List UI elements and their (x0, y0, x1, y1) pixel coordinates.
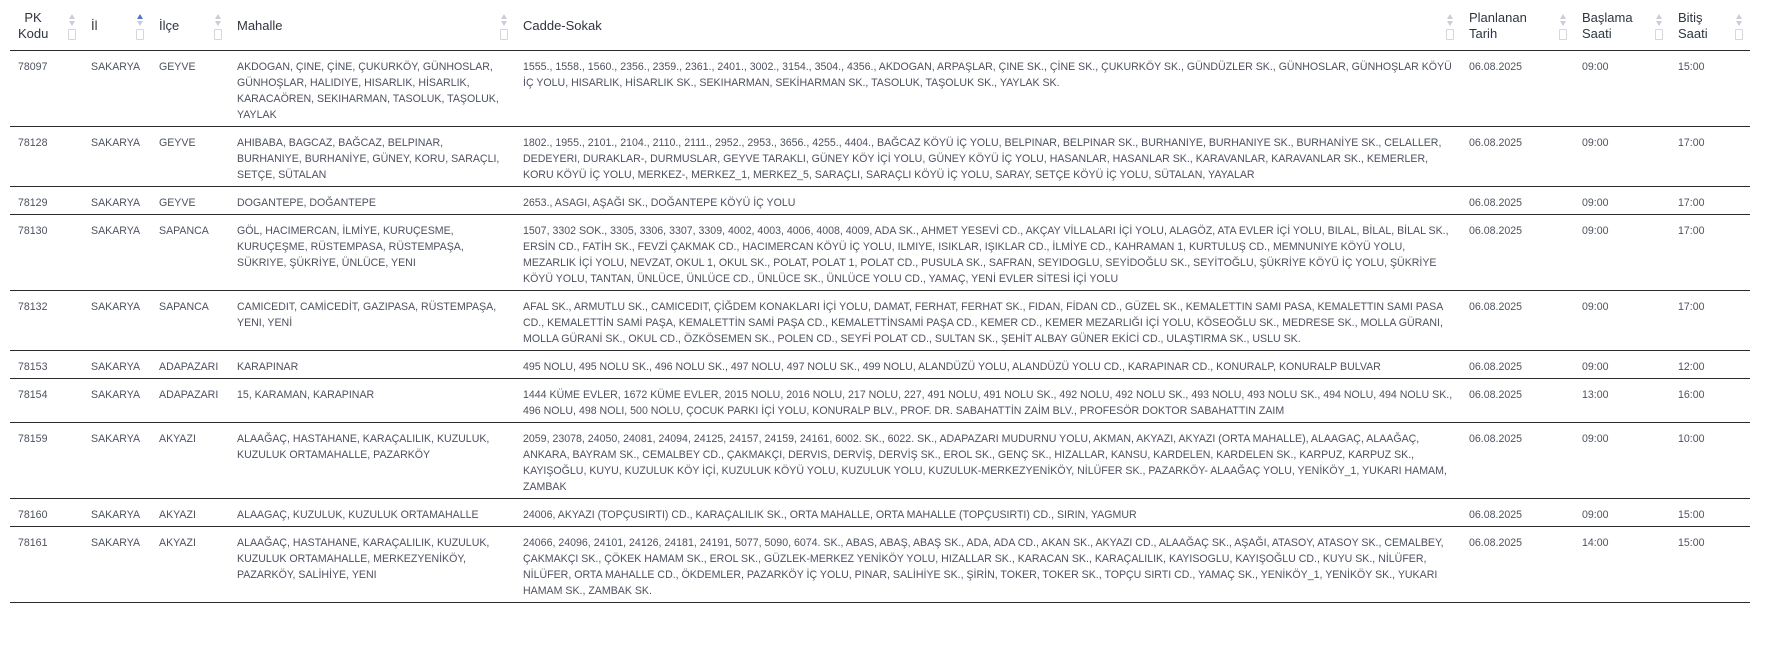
sort-ascending-icon[interactable] (1447, 14, 1453, 19)
cell-mahalle: AKDOGAN, ÇINE, ÇİNE, ÇUKURKÖY, GÜNHOSLAR, GÜNHOŞLAR, HALIDIYE, HISARLIK, HİSARLIK, KARACAÖREN, SEKIHARMAN, TASOLUK, TAŞOLUK, YAYLAK (229, 51, 515, 127)
cell-baslama: 09:00 (1574, 351, 1670, 379)
cell-baslama: 13:00 (1574, 379, 1670, 423)
column-header-label: Bitiş Saati (1678, 10, 1708, 41)
cell-tarih: 06.08.2025 (1461, 423, 1574, 499)
cell-il: SAKARYA (83, 527, 151, 603)
cell-bitis: 10:00 (1670, 423, 1750, 499)
cell-pk: 78160 (10, 499, 83, 527)
table-row[interactable] (10, 215, 1750, 291)
column-header-label: Mahalle (237, 18, 283, 33)
cell-bitis: 17:00 (1670, 291, 1750, 351)
cell-pk: 78159 (10, 423, 83, 499)
cell-baslama: 09:00 (1574, 127, 1670, 187)
cell-ilce: SAPANCA (151, 215, 229, 291)
column-header-tarih[interactable] (1461, 0, 1574, 51)
column-header-label: Başlama Saati (1582, 10, 1633, 41)
table-row[interactable] (10, 51, 1750, 127)
cell-cadde: 2059, 23078, 24050, 24081, 24094, 24125, 24157, 24159, 24161, 6002. SK., 6022. SK., ADAPAZARI MUDURNU YOLU, AKMAN, AKYAZI, AKYAZI (ORTA MAHALLE), ALAAGAÇ, ALAAĞAÇ, ANKARA, BAYRAM SK., CEMALBEY CD., ÇAKMAKÇI, DERVIS, DERVİŞ, DERVİŞ SK., EROL SK., GENÇ SK., HIZALLAR, KANSU, KARDELEN, KARDELEN SK., KARPUZ, KARPUZ SK., KAYIŞOĞLU, KUYU, KUZULUK KÖY İÇİ, KUZULUK KÖYÜ YOLU, KUZULUK YOLU, KUZULUK-MERKEZYENİKÖY, NİLÜFER SK., PAZARKÖY- ALAAĞAÇ YOLU, YENİKÖY_1, YUKARI HAMAM, ZAMBAK (515, 423, 1461, 499)
sort-filter-controls[interactable] (1655, 14, 1664, 44)
column-header-label: İl (91, 18, 98, 33)
cell-mahalle: ALAAGAÇ, KUZULUK, KUZULUK ORTAMAHALLE (229, 499, 515, 527)
cell-mahalle: AHIBABA, BAGCAZ, BAĞCAZ, BELPINAR, BURHANIYE, BURHANİYE, GÜNEY, KORU, SARAÇLI, SETÇE, SÜTALAN (229, 127, 515, 187)
cell-pk: 78161 (10, 527, 83, 603)
cell-mahalle: 15, KARAMAN, KARAPINAR (229, 379, 515, 423)
sort-descending-icon[interactable] (1736, 21, 1742, 26)
cell-cadde: 1555., 1558., 1560., 2356., 2359., 2361., 2401., 3002., 3154., 3504., 4356., AKDOGAN, ARPAŞLAR, ÇINE SK., ÇİNE SK., ÇUKURKÖY SK., GÜNDÜZLER SK., GÜNHOSLAR, GÜNHOŞLAR KÖYÜ İÇ YOLU, HISARLIK, HİSARLIK SK., SEKIHARMAN, SEKİHARMAN SK., TASOLUK, TAŞOLUK SK., YAYLAK SK. (515, 51, 1461, 127)
cell-tarih: 06.08.2025 (1461, 351, 1574, 379)
cell-tarih: 06.08.2025 (1461, 51, 1574, 127)
sort-descending-icon[interactable] (1447, 21, 1453, 26)
table-body (10, 51, 1750, 603)
cell-tarih: 06.08.2025 (1461, 379, 1574, 423)
table-header (10, 0, 1750, 51)
cell-mahalle: DOGANTEPE, DOĞANTEPE (229, 187, 515, 215)
filter-icon[interactable] (1655, 29, 1663, 40)
column-header-il[interactable] (83, 0, 151, 51)
column-header-mahalle[interactable] (229, 0, 515, 51)
cell-il: SAKARYA (83, 51, 151, 127)
cell-il: SAKARYA (83, 423, 151, 499)
cell-baslama: 09:00 (1574, 215, 1670, 291)
cell-bitis: 15:00 (1670, 527, 1750, 603)
cell-tarih: 06.08.2025 (1461, 127, 1574, 187)
cell-tarih: 06.08.2025 (1461, 187, 1574, 215)
cell-cadde: 1444 KÜME EVLER, 1672 KÜME EVLER, 2015 NOLU, 2016 NOLU, 217 NOLU, 227, 491 NOLU, 491 NOLU SK., 492 NOLU, 492 NOLU SK., 493 NOLU, 493 NOLU SK., 494 NOLU, 494 NOLU SK., 496 NOLU, 498 NOLI, 500 NOLU, ÇOCUK PARKI İÇİ YOLU, KONURALP BLV., PROF. DR. SABAHATTİN ZAİM BLV., PROFESÖR DOKTOR SABAHATTIN ZAIM (515, 379, 1461, 423)
cell-mahalle: GÖL, HACIMERCAN, İLMİYE, KURUÇESME, KURUÇEŞME, RÜSTEMPASA, RÜSTEMPAŞA, SÜKRIYE, ŞÜKRİYE, ÜNLÜCE, YENI (229, 215, 515, 291)
sort-filter-controls[interactable] (1559, 14, 1568, 44)
cell-il: SAKARYA (83, 127, 151, 187)
sort-filter-controls[interactable] (1735, 14, 1744, 44)
cell-il: SAKARYA (83, 187, 151, 215)
cell-ilce: GEYVE (151, 51, 229, 127)
sort-descending-icon[interactable] (501, 21, 507, 26)
column-header-pk[interactable] (10, 0, 83, 51)
sort-descending-icon[interactable] (1656, 21, 1662, 26)
sort-descending-icon[interactable] (215, 21, 221, 26)
cell-mahalle: ALAAĞAÇ, HASTAHANE, KARAÇALILIK, KUZULUK, KUZULUK ORTAMAHALLE, PAZARKÖY (229, 423, 515, 499)
cell-bitis: 17:00 (1670, 127, 1750, 187)
cell-baslama: 09:00 (1574, 51, 1670, 127)
filter-icon[interactable] (1735, 29, 1743, 40)
cell-baslama: 09:00 (1574, 423, 1670, 499)
cell-il: SAKARYA (83, 291, 151, 351)
cell-ilce: AKYAZI (151, 499, 229, 527)
sort-filter-controls[interactable] (500, 14, 509, 44)
filter-icon[interactable] (136, 29, 144, 40)
sort-ascending-icon[interactable] (501, 14, 507, 19)
table-row[interactable] (10, 499, 1750, 527)
table-row[interactable] (10, 127, 1750, 187)
sort-ascending-icon[interactable] (1656, 14, 1662, 19)
table-row[interactable] (10, 379, 1750, 423)
cell-pk: 78154 (10, 379, 83, 423)
cell-bitis: 15:00 (1670, 499, 1750, 527)
cell-mahalle: KARAPINAR (229, 351, 515, 379)
cell-bitis: 17:00 (1670, 215, 1750, 291)
cell-tarih: 06.08.2025 (1461, 499, 1574, 527)
sort-filter-controls[interactable] (136, 14, 145, 44)
cell-cadde: 2653., ASAGI, AŞAĞI SK., DOĞANTEPE KÖYÜ İÇ YOLU (515, 187, 1461, 215)
cell-baslama: 14:00 (1574, 527, 1670, 603)
cell-baslama: 09:00 (1574, 499, 1670, 527)
cell-bitis: 17:00 (1670, 187, 1750, 215)
schedule-table-container (10, 0, 1762, 603)
cell-mahalle: ALAAĞAÇ, HASTAHANE, KARAÇALILIK, KUZULUK, KUZULUK ORTAMAHALLE, MERKEZYENİKÖY, PAZARKÖY, SALİHİYE, YENI (229, 527, 515, 603)
sort-ascending-icon[interactable] (215, 14, 221, 19)
cell-baslama: 09:00 (1574, 187, 1670, 215)
column-header-label: Planlanan Tarih (1469, 10, 1527, 41)
cell-ilce: SAPANCA (151, 291, 229, 351)
table-row[interactable] (10, 187, 1750, 215)
cell-cadde: 1802., 1955., 2101., 2104., 2110., 2111., 2952., 2953., 3656., 4255., 4404., BAĞCAZ KÖYÜ İÇ YOLU, BELPINAR, BELPINAR SK., BURHANIYE, BURHANIYE SK., BURHANİYE SK., CELALLER, DEDEYERI, DURAKLAR-, DURMUSLAR, GEYVE TARAKLI, GÜNEY KÖY İÇİ YOLU, GÜNEY KÖYÜ İÇ YOLU, HASANLAR, HASANLAR SK., KARAVANLAR, KARAVANLAR SK., KEMERLER, KORU KÖYÜ İÇ YOLU, MERKEZ-, MERKEZ_1, MERKEZ_5, SARAÇLI, SARAÇLI KÖYÜ İÇ YOLU, SARAY, SETÇE KÖYÜ İÇ YOLU, SÜTALAN, YAYALAR (515, 127, 1461, 187)
column-header-baslama[interactable] (1574, 0, 1670, 51)
sort-descending-icon[interactable] (1560, 21, 1566, 26)
filter-icon[interactable] (1446, 29, 1454, 40)
filter-icon[interactable] (500, 29, 508, 40)
cell-tarih: 06.08.2025 (1461, 527, 1574, 603)
column-header-label: Cadde-Sokak (523, 18, 602, 33)
filter-icon[interactable] (214, 29, 222, 40)
cell-ilce: ADAPAZARI (151, 351, 229, 379)
cell-pk: 78130 (10, 215, 83, 291)
filter-icon[interactable] (68, 29, 76, 40)
column-header-ilce[interactable] (151, 0, 229, 51)
cell-bitis: 12:00 (1670, 351, 1750, 379)
column-header-bitis[interactable] (1670, 0, 1750, 51)
sort-filter-controls[interactable] (214, 14, 223, 44)
filter-icon[interactable] (1559, 29, 1567, 40)
cell-il: SAKARYA (83, 215, 151, 291)
sort-descending-icon[interactable] (137, 21, 143, 26)
table-row[interactable] (10, 291, 1750, 351)
sort-ascending-icon[interactable] (1736, 14, 1742, 19)
cell-pk: 78153 (10, 351, 83, 379)
cell-cadde: 1507, 3302 SOK., 3305, 3306, 3307, 3309, 4002, 4003, 4006, 4008, 4009, ADA SK., AHMET YESEVİ CD., AKÇAY VİLLALARI İÇİ YOLU, ALAGÖZ, ATA EVLER İÇİ YOLU, BILAL, BİLAL, BİLAL SK., ERSİN CD., FATİH SK., FEVZİ ÇAKMAK CD., HACIMERCAN KÖYÜ İÇ YOLU, ILMIYE, ISIKLAR, IŞIKLAR CD., İLMİYE CD., KAHRAMAN 1, KURTULUŞ CD., MEMNUNIYE KÖYÜ YOLU, MEZARLIK İÇİ YOLU, NEVZAT, OKUL 1, OKUL SK., POLAT, POLAT 1, POLAT CD., PUSULA SK., SAFRAN, SEYIDOGLU, SEYİDOĞLU SK., SEYİTOĞLU, ŞÜKRİYE KÖYÜ İÇ YOLU, ŞÜKRİYE KÖYÜ YOLU, TANTAN, ÜNLÜCE, ÜNLÜCE CD., ÜNLÜCE SK., ÜNLÜCE YOLU CD., YAMAÇ, YENİ EVLER SİTESİ İÇİ YOLU (515, 215, 1461, 291)
sort-ascending-icon[interactable] (69, 14, 75, 19)
sort-filter-controls[interactable] (68, 14, 77, 44)
cell-pk: 78097 (10, 51, 83, 127)
sort-descending-icon[interactable] (69, 21, 75, 26)
cell-pk: 78129 (10, 187, 83, 215)
cell-il: SAKARYA (83, 351, 151, 379)
cell-cadde: 24006, AKYAZI (TOPÇUSIRTI) CD., KARAÇALILIK SK., ORTA MAHALLE, ORTA MAHALLE (TOPÇUSIRTI) CD., SIRIN, YAGMUR (515, 499, 1461, 527)
cell-cadde: 495 NOLU, 495 NOLU SK., 496 NOLU SK., 497 NOLU, 497 NOLU SK., 499 NOLU, ALANDÜZÜ YOLU, ALANDÜZÜ YOLU CD., KARAPINAR CD., KONURALP, KONURALP BULVAR (515, 351, 1461, 379)
cell-mahalle: CAMICEDIT, CAMİCEDİT, GAZIPASA, RÜSTEMPAŞA, YENI, YENİ (229, 291, 515, 351)
sort-filter-controls[interactable] (1446, 14, 1455, 44)
cell-il: SAKARYA (83, 379, 151, 423)
cell-cadde: 24066, 24096, 24101, 24126, 24181, 24191, 5077, 5090, 6074. SK., ABAS, ABAŞ, ABAŞ SK., ADA, ADA CD., AKAN SK., AKYAZI CD., ALAAĞAÇ SK., AŞAĞI, ATASOY, ATASOY SK., CEMALBEY, ÇAKMAKÇI SK., ÇÖKEK HAMAM SK., EROL SK., GÜZLEK-MERKEZ YENİKÖY YOLU, HIZALLAR SK., KARACAN SK., KARAÇALILIK, KAYISOGLU, KAYIŞOĞLU CD., KUYU SK., NİLÜFER, NİLÜFER, ORTA MAHALLE CD., ÖKDEMLER, PAZARKÖY İÇ YOLU, PINAR, SALİHİYE SK., ŞİRİN, TOKER, TOKER SK., TOPÇU SIRTI CD., YAMAÇ SK., YENİKÖY_1, YENİKÖY SK., YUKARI HAMAM SK., ZAMBAK SK. (515, 527, 1461, 603)
table-row[interactable] (10, 423, 1750, 499)
schedule-table (10, 0, 1750, 603)
table-row[interactable] (10, 527, 1750, 603)
cell-pk: 78132 (10, 291, 83, 351)
sort-ascending-icon[interactable] (1560, 14, 1566, 19)
sort-ascending-icon[interactable] (137, 14, 143, 19)
cell-cadde: AFAL SK., ARMUTLU SK., CAMICEDIT, ÇİĞDEM KONAKLARI İÇİ YOLU, DAMAT, FERHAT, FERHAT SK., FIDAN, FİDAN CD., GÜZEL SK., KEMALETTIN SAMI PASA, KEMALETTIN SAMI PASA CD., KEMALETTİN SAMİ PAŞA, KEMALETTİN SAMİ PAŞA CD., KEMALETTİNSAMİ PAŞA CD., KEMER CD., KEMER MEZARLIĞI İÇİ YOLU, KÖSEOĞLU SK., MEDRESE SK., MOLLA GÜRANI, MOLLA GÜRANİ SK., OKUL CD., ÖZKÖSEMEN SK., POLEN CD., SEYFİ POLAT CD., SULTAN SK., ŞEHİT ALBAY GÜNER EKİCİ CD., ULAŞTIRMA SK., USLU SK. (515, 291, 1461, 351)
table-row[interactable] (10, 351, 1750, 379)
column-header-cadde[interactable] (515, 0, 1461, 51)
cell-pk: 78128 (10, 127, 83, 187)
column-header-label: PK Kodu (18, 10, 49, 41)
cell-bitis: 16:00 (1670, 379, 1750, 423)
cell-tarih: 06.08.2025 (1461, 291, 1574, 351)
cell-ilce: GEYVE (151, 187, 229, 215)
cell-ilce: GEYVE (151, 127, 229, 187)
header-row (10, 0, 1750, 51)
cell-bitis: 15:00 (1670, 51, 1750, 127)
cell-baslama: 09:00 (1574, 291, 1670, 351)
cell-ilce: AKYAZI (151, 423, 229, 499)
cell-ilce: ADAPAZARI (151, 379, 229, 423)
cell-ilce: AKYAZI (151, 527, 229, 603)
column-header-label: İlçe (159, 18, 180, 33)
cell-il: SAKARYA (83, 499, 151, 527)
cell-tarih: 06.08.2025 (1461, 215, 1574, 291)
